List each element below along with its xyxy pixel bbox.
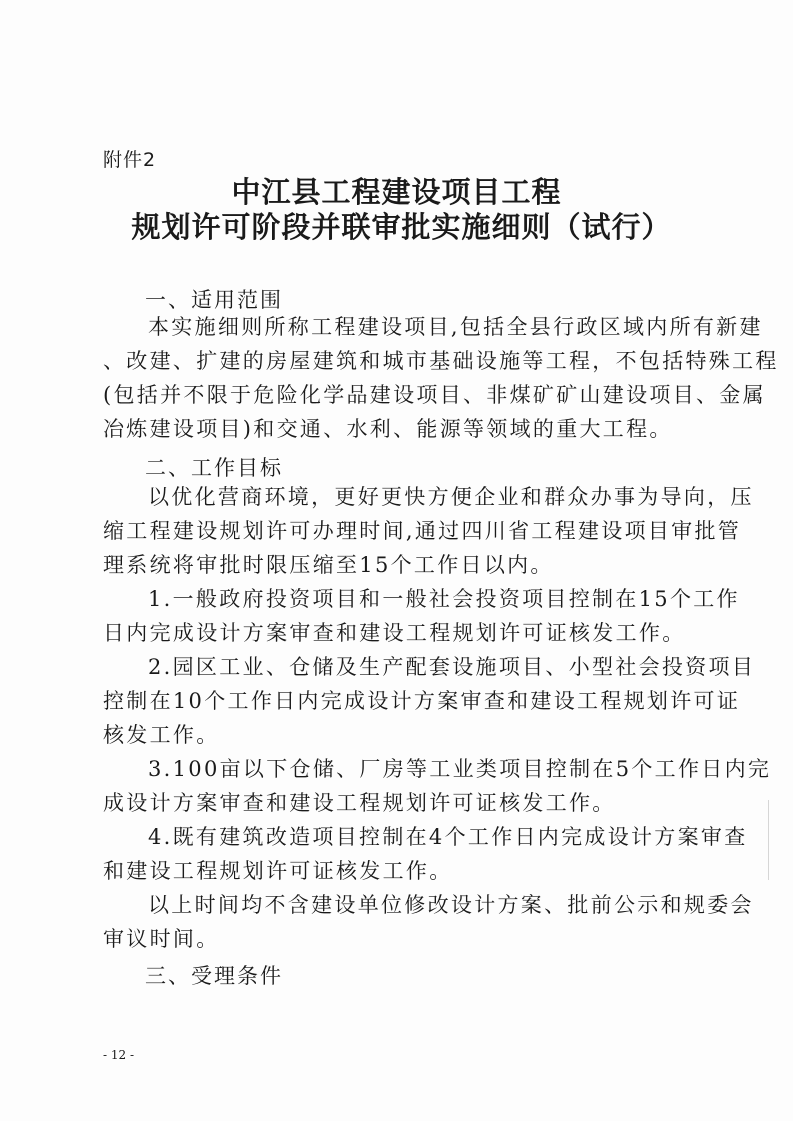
scan-artifact-line xyxy=(768,800,769,880)
attachment-label: 附件2 xyxy=(103,149,157,171)
document-title-line-2: 规划许可阶段并联审批实施细则（试行） xyxy=(131,210,672,244)
paragraph-line: 本实施细则所称工程建设项目,包括全县行政区域内所有新建 xyxy=(148,315,763,339)
document-title-line-1: 中江县工程建设项目工程 xyxy=(231,175,562,209)
section-heading-conditions: 三、受理条件 xyxy=(145,964,283,988)
paragraph-line: (包括并不限于危险化学品建设项目、非煤矿矿山建设项目、金属 xyxy=(103,383,766,407)
paragraph-line: 缩工程建设规划许可办理时间,通过四川省工程建设项目审批管 xyxy=(103,519,742,543)
paragraph-line: 1.一般政府投资项目和一般社会投资项目控制在15个工作 xyxy=(148,587,740,611)
paragraph-line: 审议时间。 xyxy=(103,927,220,951)
paragraph-line: 日内完成设计方案审查和建设工程规划许可证核发工作。 xyxy=(103,621,686,645)
section-heading-scope: 一、适用范围 xyxy=(145,288,283,312)
paragraph-line: 理系统将审批时限压缩至15个工作日以内。 xyxy=(103,553,554,577)
paragraph-line: 以优化营商环境，更好更快方便企业和群众办事为导向，压 xyxy=(148,485,754,509)
paragraph-line: 和建设工程规划许可证核发工作。 xyxy=(103,859,453,883)
page-number: - 12 - xyxy=(103,1048,135,1062)
paragraph-line: 成设计方案审查和建设工程规划许可证核发工作。 xyxy=(103,791,616,815)
paragraph-line: 以上时间均不含建设单位修改设计方案、批前公示和规委会 xyxy=(148,893,754,917)
paragraph-line: 核发工作。 xyxy=(103,723,220,747)
paragraph-line: 4.既有建筑改造项目控制在4个工作日内完成设计方案审查 xyxy=(148,825,748,849)
paragraph-line: 冶炼建设项目)和交通、水利、能源等领域的重大工程。 xyxy=(103,417,673,441)
section-heading-goals: 二、工作目标 xyxy=(145,456,283,480)
paragraph-line: 控制在10个工作日内完成设计方案审查和建设工程规划许可证 xyxy=(103,689,741,713)
paragraph-line: 3.100亩以下仓储、厂房等工业类项目控制在5个工作日内完 xyxy=(148,757,772,781)
paragraph-line: 、改建、扩建的房屋建筑和城市基础设施等工程，不包括特殊工程 xyxy=(103,349,779,373)
paragraph-line: 2.园区工业、仓储及生产配套设施项目、小型社会投资项目 xyxy=(148,655,756,679)
